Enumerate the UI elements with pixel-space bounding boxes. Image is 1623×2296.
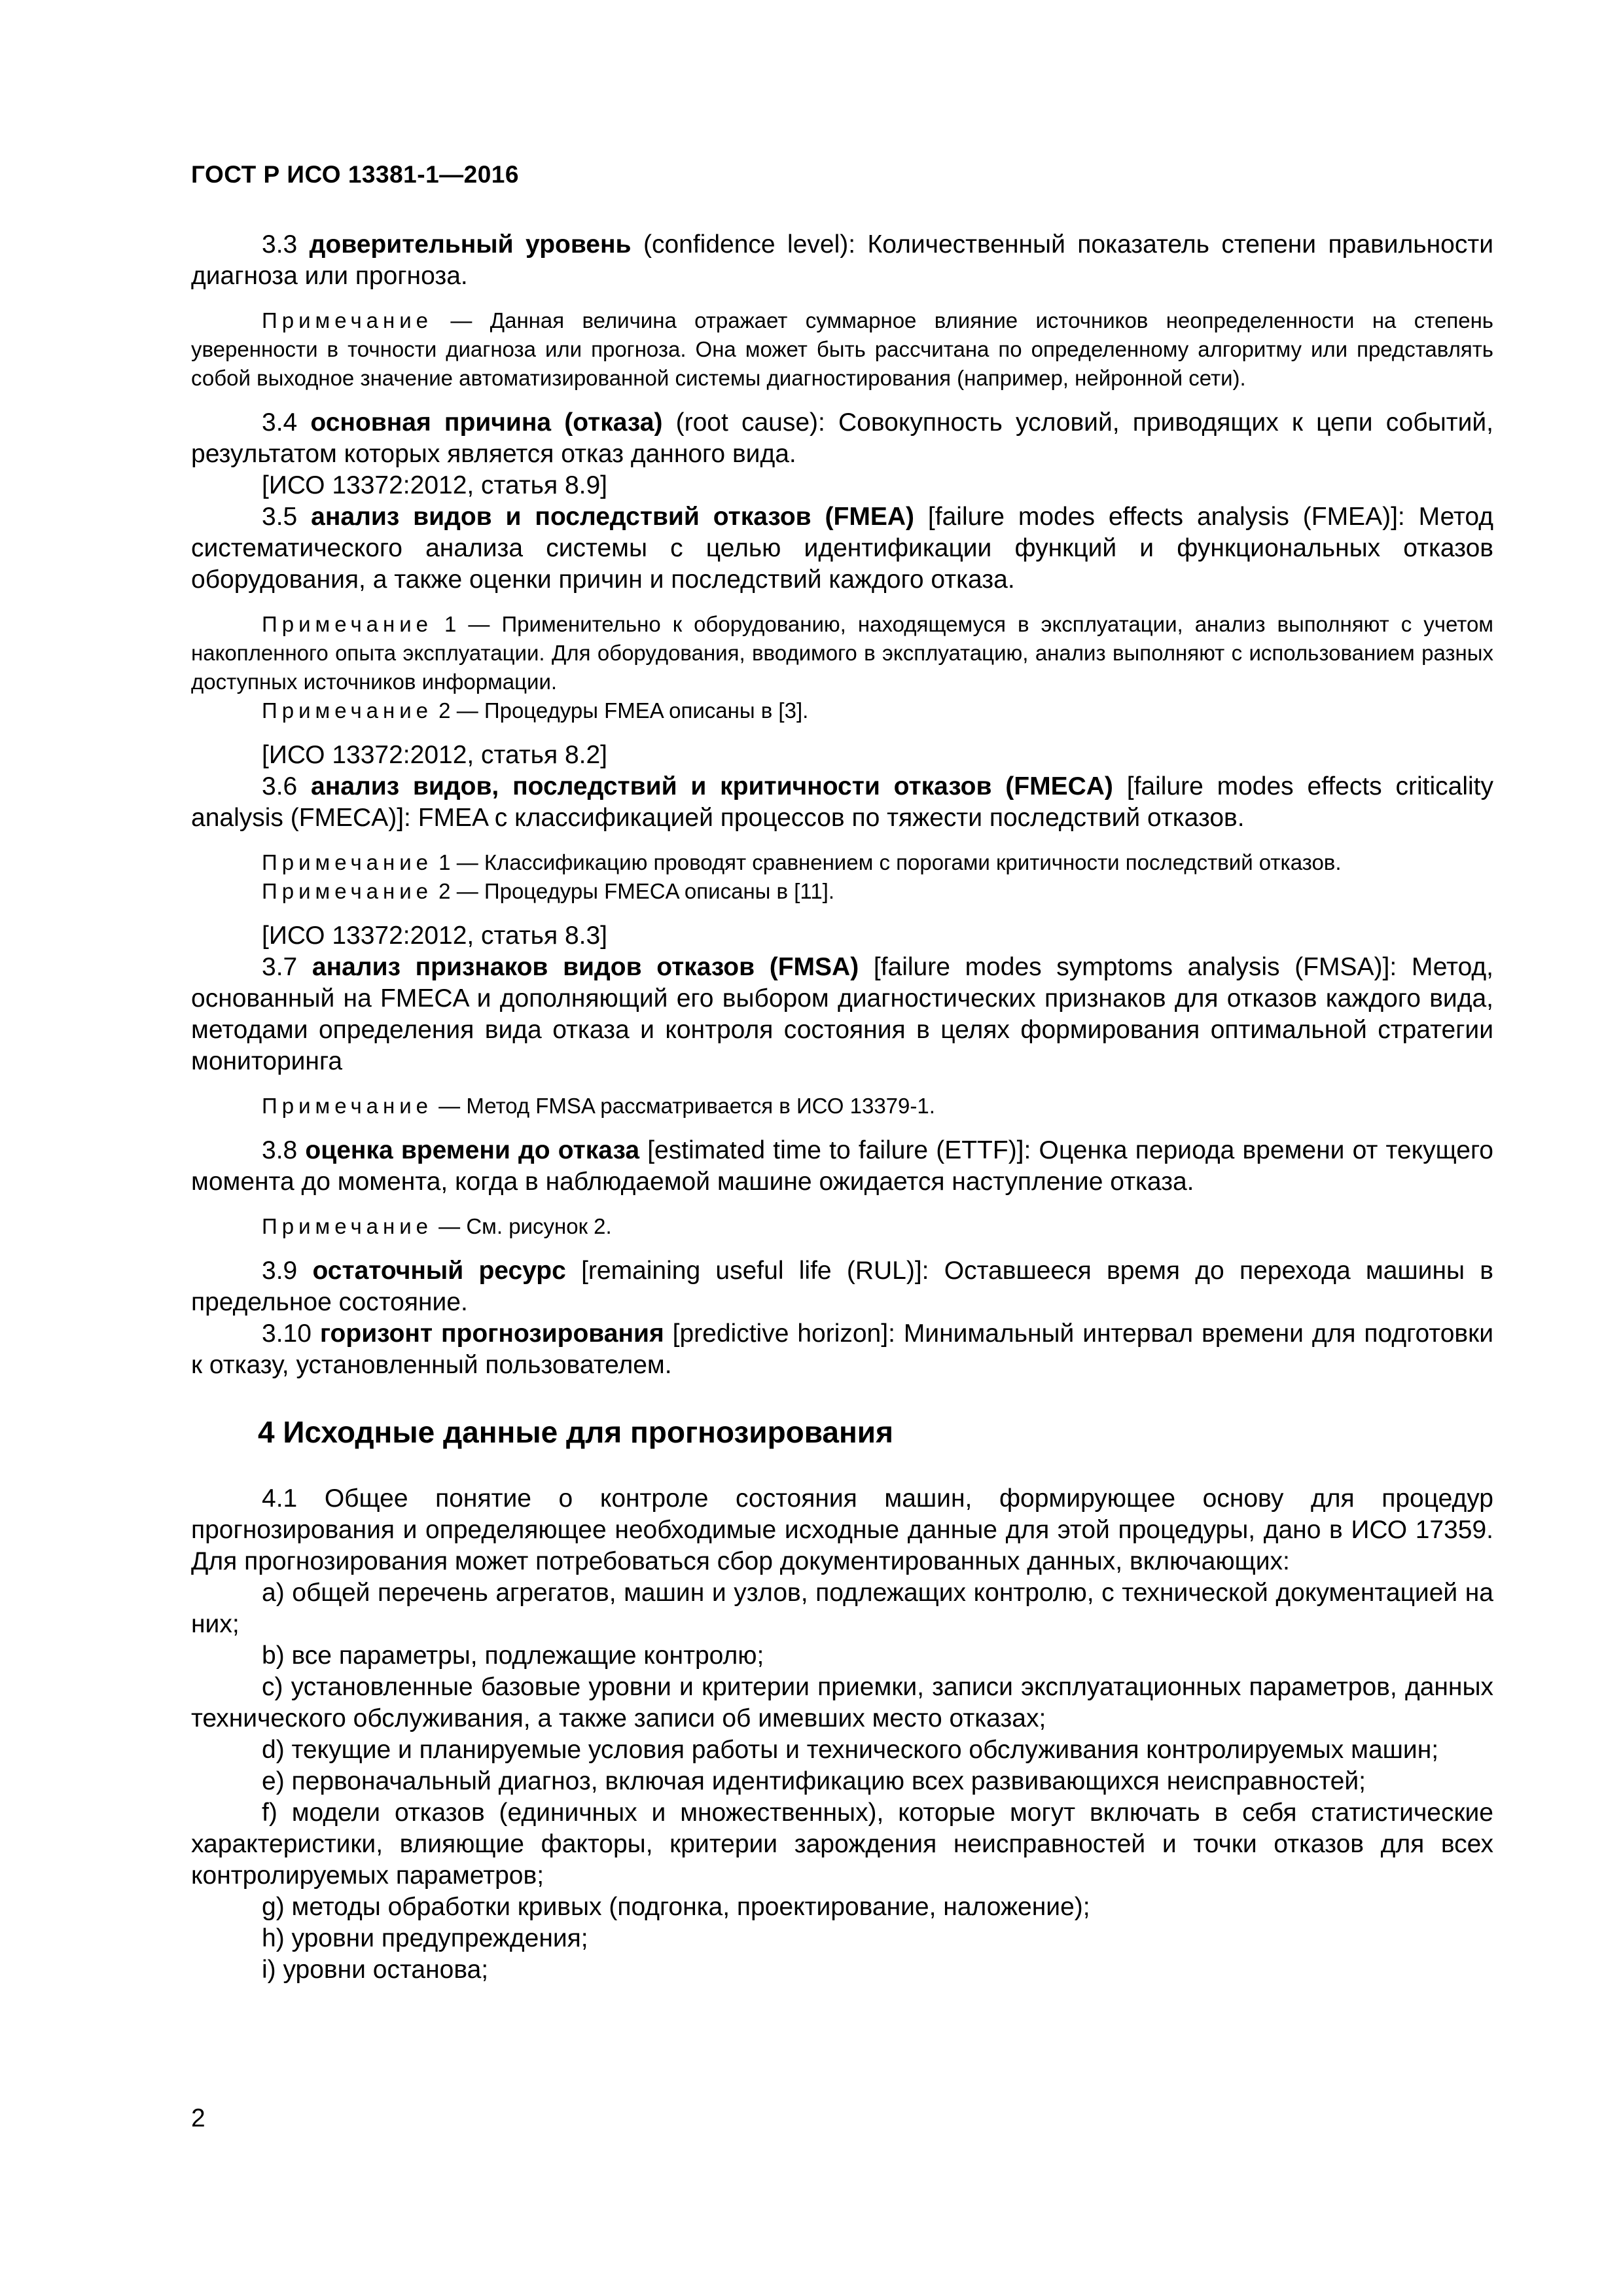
reference-3-5: [ИСО 13372:2012, статья 8.2] (262, 741, 608, 769)
note-3-8 (191, 1212, 1493, 1241)
term-3-7 (191, 952, 1493, 1077)
section-4-intro: 4.1 Общее понятие о контроле состояния машин, формирующее основу для процедур прогнозирования и определяющее необходимые исходные данные для этой процедуры, дано в ИСО 17359. Для прогнозирования может потребоваться сбор документированных данных, включающих: (191, 1484, 1493, 1575)
list-item-h: h) уровни предупреждения; (262, 1924, 588, 1952)
term-definition: (confidence level): Количественный показатель степени правильности диагноза или прогноза. (191, 230, 1493, 290)
term-definition: (root cause): Совокупность условий, приводящих к цепи событий, результатом которых является отказ данного вида. (191, 408, 1493, 468)
term-title: доверительный уровень (309, 230, 632, 259)
note-3-5-2 (191, 696, 1493, 725)
note-3-5-1 (191, 610, 1493, 696)
term-definition: [estimated time to failure (ETTF)]: Оценка периода времени от текущего момента до момента, когда в наблюдаемой машине ожидается наступление отказа. (191, 1136, 1493, 1196)
list-item-f: f) модели отказов (единичных и множественных), которые могут включать в себя статистические характеристики, влияющие факторы, критерии зарождения неисправностей и точки отказов для всех контролируемых параметров; (191, 1799, 1493, 1890)
note-3-6-1 (191, 848, 1493, 877)
note-text: 1 — Классификацию проводят сравнением с порогами критичности последствий отказов. (433, 850, 1342, 874)
term-definition: [remaining useful life (RUL)]: Оставшееся время до перехода машины в предельное состояние. (191, 1257, 1494, 1316)
page-content (191, 229, 1493, 1986)
note-text: 1 — Применительно к оборудованию, находящемуся в эксплуатации, анализ выполняют с учетом накопленного опыта эксплуатации. Для оборудования, вводимого в эксплуатацию, анализ выполняют с использованием разных доступных источников информации. (191, 612, 1493, 694)
note-3-3 (191, 306, 1493, 393)
term-definition: [failure modes effects criticality analysis (FMECA)]: FMEA с классификацией процессов по тяжести последствий отказов. (191, 772, 1493, 832)
term-3-4 (191, 407, 1493, 470)
term-number: 3.6 (262, 772, 298, 800)
note-label: Примечание (262, 1094, 433, 1118)
list-item-b: b) все параметры, подлежащие контролю; (262, 1641, 764, 1670)
term-number: 3.9 (262, 1257, 298, 1285)
term-title: анализ видов, последствий и критичности отказов (FMECA) (311, 772, 1113, 800)
term-number: 3.4 (262, 408, 298, 437)
note-text: — См. рисунок 2. (433, 1214, 612, 1238)
term-definition: [predictive horizon]: Минимальный интервал времени для подготовки к отказу, установленный пользователем. (191, 1319, 1493, 1379)
term-3-3 (191, 229, 1493, 292)
note-3-6-2 (191, 877, 1493, 906)
term-3-5 (191, 501, 1493, 596)
term-title: анализ признаков видов отказов (FMSA) (312, 953, 859, 981)
term-number: 3.5 (262, 503, 298, 531)
term-title: горизонт прогнозирования (319, 1319, 664, 1348)
term-title: остаточный ресурс (312, 1257, 566, 1285)
reference-3-6: [ИСО 13372:2012, статья 8.3] (262, 922, 608, 950)
term-definition: [failure modes effects analysis (FMEA)]: Метод систематического анализа системы с целью идентификации функций и функциональных отказов оборудования, а также оценки причин и последствий каждого отказа. (191, 503, 1493, 594)
term-number: 3.3 (262, 230, 298, 259)
term-3-8 (191, 1135, 1493, 1198)
term-number: 3.7 (262, 953, 298, 981)
term-title: оценка времени до отказа (305, 1136, 640, 1164)
note-text: 2 — Процедуры FMEA описаны в [3]. (433, 698, 809, 723)
note-3-7 (191, 1092, 1493, 1121)
note-label: Примечание (262, 308, 433, 332)
list-item-d: d) текущие и планируемые условия работы и технического обслуживания контролируемых машин; (262, 1736, 1439, 1764)
list-item-a: a) общей перечень агрегатов, машин и узлов, подлежащих контролю, с технической документацией на них; (191, 1579, 1493, 1638)
note-label: Примечание (262, 1214, 433, 1238)
term-3-10 (191, 1318, 1493, 1381)
list-item-g: g) методы обработки кривых (подгонка, проектирование, наложение); (262, 1893, 1090, 1921)
term-3-6 (191, 771, 1493, 834)
note-label: Примечание (262, 612, 433, 636)
term-3-9 (191, 1255, 1493, 1318)
term-number: 3.8 (262, 1136, 298, 1164)
note-label: Примечание (262, 850, 433, 874)
term-title: основная причина (отказа) (310, 408, 663, 437)
list-item-c: c) установленные базовые уровни и критерии приемки, записи эксплуатационных параметров, данных технического обслуживания, а также записи об имевших место отказах; (191, 1673, 1493, 1732)
reference-3-4: [ИСО 13372:2012, статья 8.9] (262, 471, 608, 499)
note-text: — Данная величина отражает суммарное влияние источников неопределенности на степень уверенности в точности диагноза или прогноза. Она может быть рассчитана по определенному алгоритму или представлять собой выходное значение автоматизированной системы диагностирования (например, нейронной сети). (191, 308, 1493, 390)
note-text: — Метод FMSA рассматривается в ИСО 13379-1. (433, 1094, 935, 1118)
section-4-title: 4 Исходные данные для прогнозирования (258, 1415, 893, 1449)
term-definition: [failure modes symptoms analysis (FMSA)]: Метод, основанный на FMECA и дополняющий его выбором диагностических признаков для отказов каждого вида, методами определения вида отказа и контроля состояния в целях формирования оптимальной стратегии мониторинга (191, 953, 1493, 1075)
list-item-e: e) первоначальный диагноз, включая идентификацию всех развивающихся неисправностей; (262, 1767, 1366, 1795)
note-label: Примечание (262, 879, 433, 903)
page-number: 2 (191, 2104, 205, 2132)
list-item-i: i) уровни останова; (262, 1956, 489, 1984)
standard-header: ГОСТ Р ИСО 13381-1—2016 (191, 161, 519, 188)
term-title: анализ видов и последствий отказов (FMEA) (311, 503, 915, 531)
note-label: Примечание (262, 698, 433, 723)
note-text: 2 — Процедуры FMECA описаны в [11]. (433, 879, 835, 903)
term-number: 3.10 (262, 1319, 312, 1348)
